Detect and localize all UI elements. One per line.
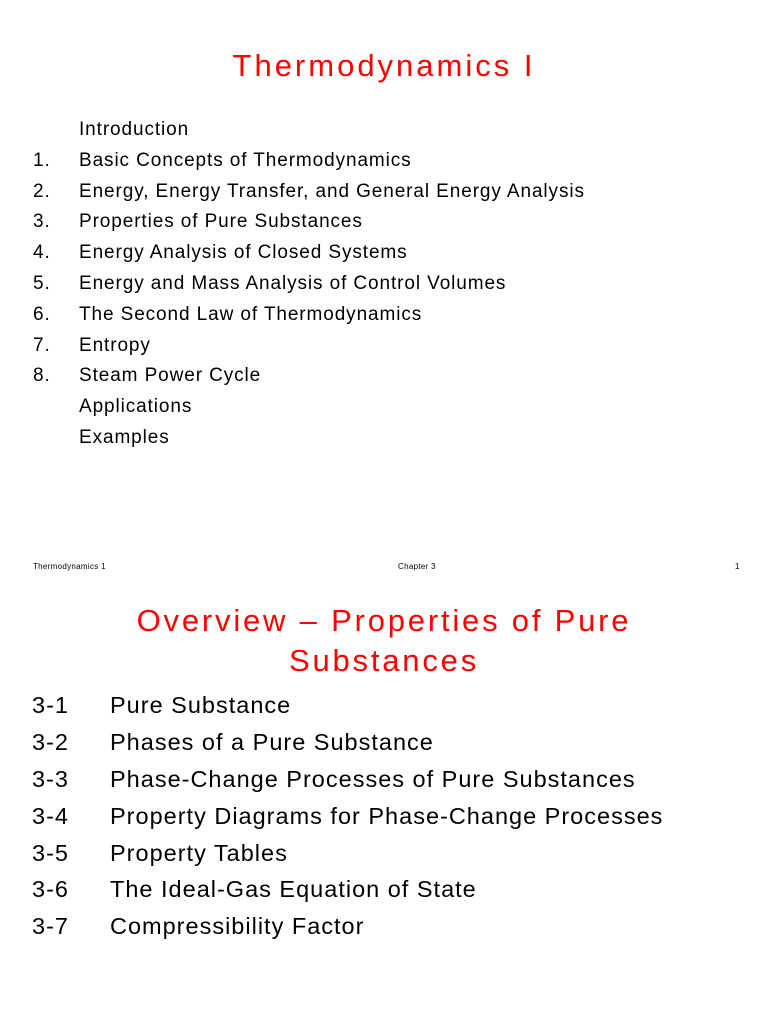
slide2-title-line1: Overview – Properties of Pure — [136, 603, 632, 638]
toc-item-label: The Second Law of Thermodynamics — [79, 303, 423, 325]
slide1-title: Thermodynamics I — [232, 48, 536, 83]
toc-item — [0, 269, 768, 300]
overview-item-number: 3-2 — [32, 728, 69, 755]
toc-item-number: 8. — [33, 365, 51, 387]
toc-item-label: Energy and Mass Analysis of Control Volumes — [79, 272, 507, 294]
overview-item — [0, 761, 768, 798]
table-of-contents — [0, 115, 768, 454]
toc-item — [0, 423, 768, 454]
toc-item-label: Examples — [79, 426, 170, 448]
toc-item — [0, 331, 768, 362]
toc-item-label: Basic Concepts of Thermodynamics — [79, 149, 412, 171]
overview-item-number: 3-7 — [32, 913, 69, 940]
overview-item-number: 3-3 — [32, 765, 69, 792]
toc-item — [0, 300, 768, 331]
toc-item-number: 6. — [33, 303, 51, 325]
overview-item-label: Property Tables — [110, 839, 288, 866]
overview-item — [0, 871, 768, 908]
overview-item — [0, 835, 768, 872]
overview-item-number: 3-5 — [32, 839, 69, 866]
toc-item-label: Entropy — [79, 334, 151, 356]
overview-item — [0, 724, 768, 761]
overview-item-label: Compressibility Factor — [110, 913, 365, 940]
overview-item — [0, 687, 768, 724]
toc-item-label: Steam Power Cycle — [79, 365, 262, 387]
overview-item-label: Pure Substance — [110, 692, 292, 718]
toc-item-label: Energy Analysis of Closed Systems — [79, 242, 408, 264]
overview-item-label: Property Diagrams for Phase-Change Processes — [110, 802, 664, 829]
toc-item-number: 7. — [33, 334, 51, 356]
slide2-title — [0, 601, 768, 681]
overview-list — [0, 687, 768, 945]
slide2-title-line2: Substances — [289, 643, 479, 678]
overview-item-number: 3-4 — [32, 802, 69, 829]
footer-page-number: 1 — [735, 562, 740, 571]
toc-item-number: 1. — [33, 149, 51, 171]
toc-item-number: 3. — [33, 211, 51, 233]
footer-chapter: Chapter 3 — [398, 562, 436, 571]
footer-course-name: Thermodynamics 1 — [33, 562, 106, 571]
toc-item — [0, 177, 768, 208]
toc-item-label: Applications — [79, 396, 193, 418]
toc-item-number: 5. — [33, 272, 51, 294]
overview-item-number: 3-6 — [32, 876, 69, 903]
overview-item — [0, 908, 768, 945]
toc-item-label: Introduction — [79, 119, 190, 140]
toc-item-number: 2. — [33, 180, 51, 202]
overview-item — [0, 798, 768, 835]
toc-item — [0, 207, 768, 238]
toc-item — [0, 115, 768, 146]
overview-item-number: 3-1 — [32, 692, 69, 718]
toc-item-label: Energy, Energy Transfer, and General Energy Analysis — [79, 180, 585, 202]
toc-item — [0, 238, 768, 269]
toc-item-number: 4. — [33, 242, 51, 264]
toc-item — [0, 146, 768, 177]
toc-item-label: Properties of Pure Substances — [79, 211, 363, 233]
overview-item-label: Phases of a Pure Substance — [110, 728, 434, 755]
toc-item — [0, 392, 768, 423]
toc-item — [0, 361, 768, 392]
overview-item-label: Phase-Change Processes of Pure Substances — [110, 765, 636, 792]
overview-item-label: The Ideal-Gas Equation of State — [110, 876, 477, 903]
